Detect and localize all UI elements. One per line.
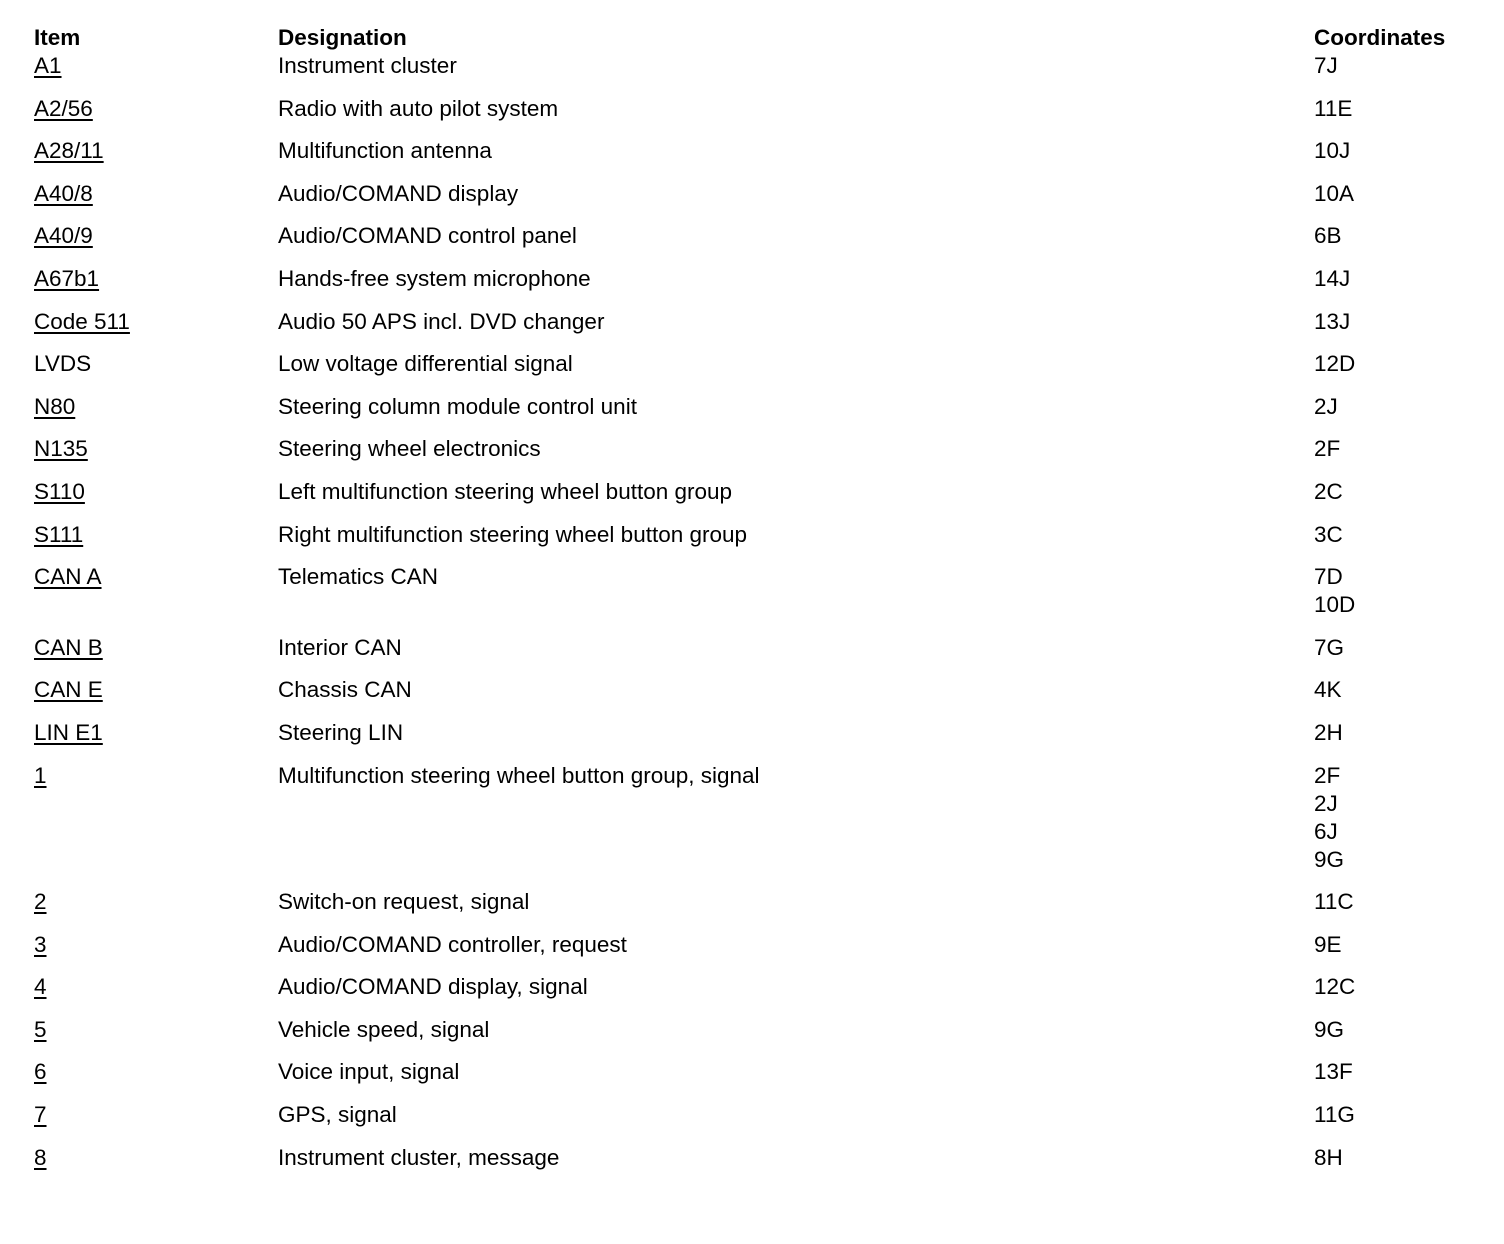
item-cell bbox=[34, 95, 278, 123]
designation-column-header: Designation bbox=[278, 25, 407, 50]
coordinate-value: 6B bbox=[1314, 223, 1342, 249]
table-row bbox=[34, 676, 1484, 704]
table-row bbox=[34, 1016, 1484, 1044]
designation-cell: Radio with auto pilot system bbox=[278, 95, 559, 121]
item-link[interactable]: 4 bbox=[34, 974, 47, 1000]
designation-cell: Switch-on request, signal bbox=[278, 889, 530, 915]
item-label: LVDS bbox=[34, 351, 92, 377]
coordinates-cell bbox=[1314, 973, 1355, 1001]
table-row bbox=[34, 137, 1484, 165]
designation-cell: Voice input, signal bbox=[278, 1059, 460, 1085]
item-cell bbox=[34, 137, 278, 165]
designation-cell: Steering wheel electronics bbox=[278, 436, 541, 462]
coordinate-value: 7G bbox=[1314, 634, 1345, 660]
designation-cell: Telematics CAN bbox=[278, 564, 439, 590]
table-row bbox=[34, 521, 1484, 549]
item-cell bbox=[34, 1016, 278, 1044]
coordinate-value: 8H bbox=[1314, 1144, 1343, 1170]
coordinate-value: 7D bbox=[1314, 564, 1343, 590]
coordinate-value: 7J bbox=[1314, 53, 1338, 78]
coordinates-cell bbox=[1314, 634, 1344, 662]
coordinates-cell bbox=[1314, 676, 1342, 704]
coordinate-value: 3C bbox=[1314, 521, 1343, 547]
coordinate-value: 13F bbox=[1314, 1059, 1353, 1085]
coordinates-cell bbox=[1314, 1101, 1355, 1129]
item-link[interactable]: CAN B bbox=[34, 634, 103, 660]
item-link[interactable]: CAN E bbox=[34, 677, 103, 703]
coordinates-cell bbox=[1314, 137, 1350, 165]
coordinates-column-header: Coordinates bbox=[1314, 25, 1446, 50]
table-row bbox=[34, 563, 1484, 619]
item-cell bbox=[34, 265, 278, 293]
designation-cell: Multifunction antenna bbox=[278, 138, 492, 164]
coordinates-cell bbox=[1314, 222, 1342, 250]
designation-cell: Chassis CAN bbox=[278, 677, 412, 703]
coordinates-cell bbox=[1314, 762, 1344, 874]
item-cell bbox=[34, 676, 278, 704]
coordinate-value: 9G bbox=[1314, 846, 1345, 872]
item-link[interactable]: N135 bbox=[34, 436, 88, 462]
item-link[interactable]: Code 511 bbox=[34, 308, 130, 334]
designation-cell: Audio/COMAND display, signal bbox=[278, 974, 588, 1000]
coordinate-value: 10A bbox=[1314, 180, 1355, 206]
designation-cell: Vehicle speed, signal bbox=[278, 1016, 490, 1042]
item-cell bbox=[34, 350, 278, 378]
coordinate-value: 11E bbox=[1314, 95, 1353, 121]
item-cell bbox=[34, 52, 278, 80]
coordinates-cell bbox=[1314, 521, 1343, 549]
item-cell bbox=[34, 435, 278, 463]
coordinate-value: 4K bbox=[1314, 677, 1342, 703]
item-link[interactable]: 7 bbox=[34, 1102, 47, 1128]
coordinate-value: 9G bbox=[1314, 1016, 1345, 1042]
item-link[interactable]: A1 bbox=[34, 53, 62, 78]
designation-cell: Hands-free system microphone bbox=[278, 265, 591, 291]
item-link[interactable]: A2/56 bbox=[34, 95, 93, 121]
item-cell bbox=[34, 180, 278, 208]
item-cell bbox=[34, 563, 278, 591]
designation-cell: Multifunction steering wheel button group, signal bbox=[278, 762, 760, 788]
item-cell bbox=[34, 634, 278, 662]
designation-cell: Instrument cluster, message bbox=[278, 1144, 560, 1170]
item-cell bbox=[34, 393, 278, 421]
item-cell bbox=[34, 222, 278, 250]
item-cell bbox=[34, 719, 278, 747]
coordinates-cell bbox=[1314, 563, 1355, 619]
coordinate-value: 9E bbox=[1314, 931, 1342, 957]
table-row bbox=[34, 1058, 1484, 1086]
coordinate-value: 10J bbox=[1314, 138, 1351, 164]
coordinate-value: 2F bbox=[1314, 436, 1341, 462]
coordinate-value: 10D bbox=[1314, 592, 1356, 618]
item-link[interactable]: 3 bbox=[34, 931, 47, 957]
designation-cell: Audio/COMAND controller, request bbox=[278, 931, 627, 957]
coordinate-value: 2J bbox=[1314, 790, 1338, 816]
item-cell bbox=[34, 973, 278, 1001]
table-row bbox=[34, 634, 1484, 662]
item-link[interactable]: 1 bbox=[34, 762, 47, 788]
item-cell bbox=[34, 931, 278, 959]
coordinates-cell bbox=[1314, 478, 1343, 506]
coordinates-cell bbox=[1314, 888, 1354, 916]
item-link[interactable]: A40/9 bbox=[34, 223, 93, 249]
item-link[interactable]: N80 bbox=[34, 393, 76, 419]
item-link[interactable]: 6 bbox=[34, 1059, 47, 1085]
designation-cell: GPS, signal bbox=[278, 1102, 397, 1128]
designation-cell: Left multifunction steering wheel button group bbox=[278, 478, 733, 504]
coordinate-value: 2F bbox=[1314, 762, 1341, 788]
item-link[interactable]: A40/8 bbox=[34, 180, 93, 206]
designation-cell: Low voltage differential signal bbox=[278, 351, 573, 377]
item-cell bbox=[34, 308, 278, 336]
table-row bbox=[34, 222, 1484, 250]
table-row bbox=[34, 1101, 1484, 1129]
table-header-row bbox=[34, 24, 1484, 52]
item-link[interactable]: A28/11 bbox=[34, 138, 104, 164]
table-body bbox=[34, 52, 1484, 1172]
item-cell bbox=[34, 1101, 278, 1129]
coordinates-cell bbox=[1314, 1058, 1353, 1086]
table-row bbox=[34, 1144, 1484, 1172]
table-row bbox=[34, 180, 1484, 208]
designation-cell: Right multifunction steering wheel button group bbox=[278, 521, 748, 547]
table-row bbox=[34, 762, 1484, 874]
item-link[interactable]: CAN A bbox=[34, 564, 102, 590]
coordinates-cell bbox=[1314, 265, 1350, 293]
designation-cell: Steering column module control unit bbox=[278, 393, 637, 419]
coordinates-cell bbox=[1314, 350, 1355, 378]
table-row bbox=[34, 95, 1484, 123]
table-row bbox=[34, 478, 1484, 506]
item-cell bbox=[34, 762, 278, 790]
coordinate-value: 11C bbox=[1314, 889, 1354, 915]
coordinates-cell bbox=[1314, 95, 1352, 123]
coordinate-value: 2C bbox=[1314, 478, 1343, 504]
table-row bbox=[34, 973, 1484, 1001]
designation-cell: Steering LIN bbox=[278, 719, 404, 745]
item-column-header: Item bbox=[34, 25, 81, 50]
coordinates-cell bbox=[1314, 308, 1350, 336]
table-row bbox=[34, 931, 1484, 959]
designation-cell: Interior CAN bbox=[278, 634, 402, 660]
table-row bbox=[34, 52, 1484, 80]
coordinate-value: 2J bbox=[1314, 393, 1338, 419]
coordinates-cell bbox=[1314, 1144, 1343, 1172]
coordinate-value: 12C bbox=[1314, 974, 1356, 1000]
item-link[interactable]: 8 bbox=[34, 1144, 47, 1170]
designation-cell: Audio/COMAND display bbox=[278, 180, 519, 206]
item-cell bbox=[34, 478, 278, 506]
coordinate-value: 14J bbox=[1314, 265, 1351, 291]
table-row bbox=[34, 888, 1484, 916]
coordinate-value: 12D bbox=[1314, 351, 1356, 377]
designation-cell: Audio/COMAND control panel bbox=[278, 223, 577, 249]
item-cell bbox=[34, 1144, 278, 1172]
item-link[interactable]: 5 bbox=[34, 1016, 47, 1042]
coordinates-cell bbox=[1314, 52, 1338, 80]
item-link[interactable]: S111 bbox=[34, 521, 84, 547]
table-row bbox=[34, 719, 1484, 747]
coordinate-value: 13J bbox=[1314, 308, 1351, 334]
table-row bbox=[34, 350, 1484, 378]
coordinates-cell bbox=[1314, 180, 1354, 208]
table-row bbox=[34, 393, 1484, 421]
item-cell bbox=[34, 888, 278, 916]
item-link[interactable]: S110 bbox=[34, 478, 85, 504]
coordinates-cell bbox=[1314, 393, 1338, 421]
component-legend-table bbox=[34, 24, 1484, 1172]
coordinates-cell bbox=[1314, 719, 1343, 747]
item-link[interactable]: 2 bbox=[34, 889, 47, 915]
coordinates-cell bbox=[1314, 1016, 1344, 1044]
item-link[interactable]: A67b1 bbox=[34, 265, 100, 291]
designation-cell: Instrument cluster bbox=[278, 53, 457, 78]
table-row bbox=[34, 265, 1484, 293]
coordinate-value: 6J bbox=[1314, 818, 1338, 844]
coordinates-cell bbox=[1314, 435, 1340, 463]
designation-cell: Audio 50 APS incl. DVD changer bbox=[278, 308, 605, 334]
table-row bbox=[34, 308, 1484, 336]
coordinates-cell bbox=[1314, 931, 1342, 959]
item-link[interactable]: LIN E1 bbox=[34, 719, 103, 745]
table-row bbox=[34, 435, 1484, 463]
item-cell bbox=[34, 521, 278, 549]
item-cell bbox=[34, 1058, 278, 1086]
coordinate-value: 2H bbox=[1314, 719, 1343, 745]
coordinate-value: 11G bbox=[1314, 1102, 1355, 1128]
